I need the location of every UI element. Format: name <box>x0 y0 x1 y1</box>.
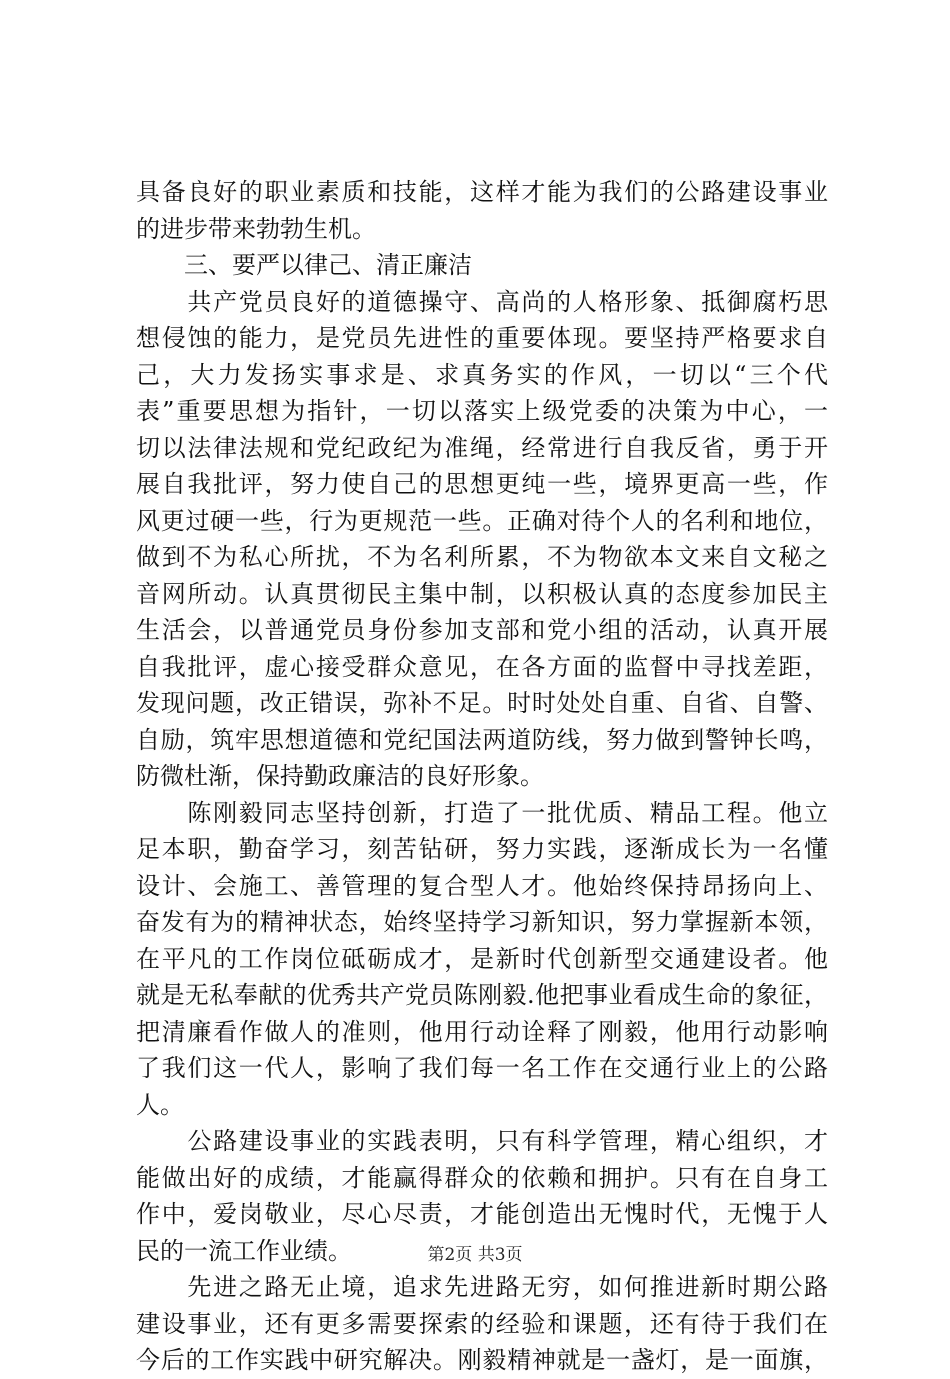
text-line: 足本职，勤奋学习，刻苦钻研，努力实践，逐渐成长为一名懂 <box>136 835 828 863</box>
text-line: 三、要严以律己、清正廉洁 <box>136 251 472 279</box>
text-line: 公路建设事业的实践表明，只有科学管理，精心组织，才 <box>136 1127 828 1155</box>
text-line: 音网所动。认真贯彻民主集中制，以积极认真的态度参加民主 <box>136 579 828 608</box>
text-line: 作中，爱岗敬业，尽心尽责，才能创造出无愧时代，无愧于人 <box>136 1200 828 1228</box>
page-footer: 第2页 共3页 <box>427 1245 523 1265</box>
text-line: 民的一流工作业绩。 <box>136 1236 352 1265</box>
text-line: 己，大力发扬实事求是、求真务实的作风，一切以“三个代 <box>136 360 828 389</box>
text-line: 生活会，以普通党员身份参加支部和党小组的活动，认真开展 <box>136 616 828 644</box>
text-line: 自励，筑牢思想道德和党纪国法两道防线，努力做到警钟长鸣， <box>136 725 828 754</box>
text-line: 具备良好的职业素质和技能，这样才能为我们的公路建设事业 <box>136 178 828 206</box>
text-line: 建设事业，还有更多需要探索的经验和课题，还有待于我们在 <box>136 1309 828 1338</box>
text-line: 切以法律法规和党纪政纪为准绳，经常进行自我反省，勇于开 <box>136 433 828 462</box>
text-line: 表”重要思想为指针，一切以落实上级党委的决策为中心，一 <box>136 397 828 425</box>
text-line: 的进步带来勃勃生机。 <box>136 214 376 243</box>
text-line: 人。 <box>136 1090 184 1119</box>
text-line: 自我批评，虚心接受群众意见，在各方面的监督中寻找差距， <box>136 652 828 681</box>
text-line: 先进之路无止境，追求先进路无穷，如何推进新时期公路 <box>136 1273 828 1301</box>
text-line: 设计、会施工、善管理的复合型人才。他始终保持昂扬向上、 <box>136 871 828 900</box>
text-line: 把清廉看作做人的准则，他用行动诠释了刚毅，他用行动影响 <box>136 1017 828 1046</box>
text-line: 了我们这一代人，影响了我们每一名工作在交通行业上的公路 <box>136 1054 828 1082</box>
text-line: 共产党员良好的道德操守、高尚的人格形象、抵御腐朽思 <box>136 287 828 316</box>
text-line: 奋发有为的精神状态，始终坚持学习新知识，努力掌握新本领， <box>136 908 828 936</box>
text-line: 展自我批评，努力使自己的思想更纯一些，境界更高一些，作 <box>136 470 828 498</box>
text-line: 在平凡的工作岗位砥砺成才，是新时代创新型交通建设者。他 <box>136 944 828 973</box>
text-line: 今后的工作实践中研究解决。刚毅精神就是一盏灯，是一面旗， <box>136 1346 828 1374</box>
text-line: 陈刚毅同志坚持创新，打造了一批优质、精品工程。他立 <box>136 798 828 827</box>
text-line: 能做出好的成绩，才能赢得群众的依赖和拥护。只有在自身工 <box>136 1163 828 1192</box>
text-line: 做到不为私心所扰，不为名利所累，不为物欲本文来自文秘之 <box>136 543 828 571</box>
text-line: 风更过硬一些，行为更规范一些。正确对待个人的名利和地位， <box>136 506 828 535</box>
text-line: 防微杜渐，保持勤政廉洁的良好形象。 <box>136 762 544 790</box>
text-line: 发现问题，改正错误，弥补不足。时时处处自重、自省、自警、 <box>136 689 828 717</box>
text-line: 就是无私奉献的优秀共产党员陈刚毅.他把事业看成生命的象征， <box>136 981 828 1009</box>
text-line: 想侵蚀的能力，是党员先进性的重要体现。要坚持严格要求自 <box>136 324 828 352</box>
document-body <box>136 174 828 1379</box>
